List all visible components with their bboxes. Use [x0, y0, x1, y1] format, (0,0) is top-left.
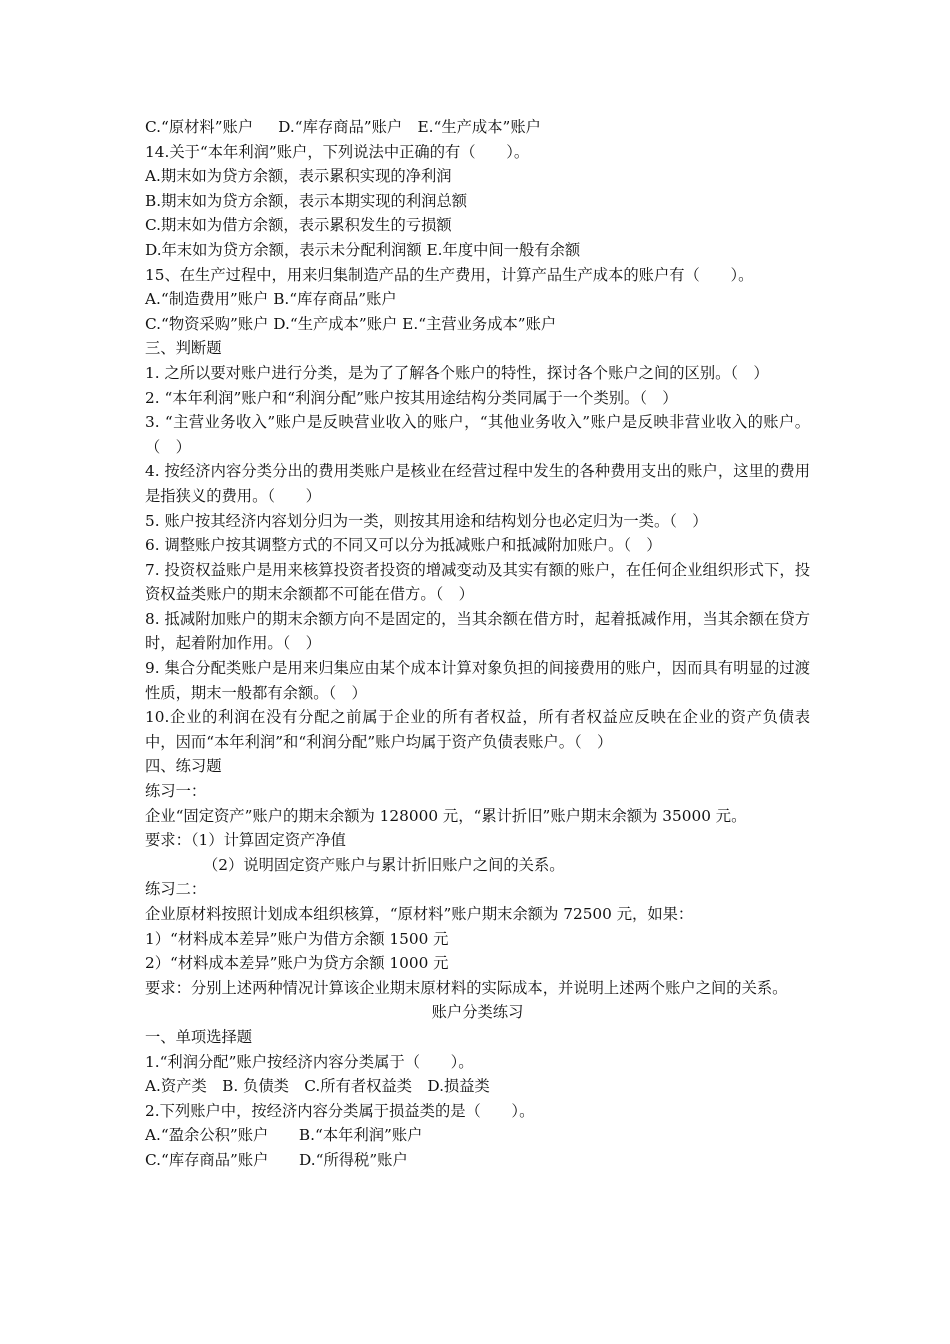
option-line: A.资产类 B. 负债类 C.所有者权益类 D.损益类	[145, 1077, 490, 1096]
exercise-1-text: 企业“固定资产”账户的期末余额为 128000 元，“累计折旧”账户期末余额为 35000 元。	[145, 806, 747, 825]
judgment-item-5: 5. 账户按其经济内容划分归为一类，则按其用途和结构划分也必定归为一类。（ ）	[145, 511, 708, 530]
exercise-1-title: 练习一：	[145, 782, 207, 801]
question-15: 15、在生产过程中，用来归集制造产品的生产费用，计算产品生产成本的账户有（ ）。	[145, 265, 754, 284]
section-heading-judgment: 三、判断题	[145, 339, 222, 358]
section-title: 账户分类练习	[431, 1003, 524, 1022]
exercise-2-case-1: 1）“材料成本差异”账户为借方余额 1500 元	[145, 929, 449, 948]
option-line: C.“库存商品”账户 D.“所得税”账户	[145, 1150, 408, 1169]
option-line: D.年末如为贷方余额，表示未分配利润额 E.年度中间一般有余额	[145, 240, 581, 259]
judgment-item-3: 3. “主营业务收入”账户是反映营业收入的账户，“其他业务收入”账户是反映非营业收入的账户。（ ）	[145, 413, 810, 456]
exercise-2-case-2: 2）“材料成本差异”账户为贷方余额 1000 元	[145, 954, 449, 973]
choice-question-2: 2.下列账户中，按经济内容分类属于损益类的是（ ）。	[145, 1101, 535, 1120]
exercise-2-requirement: 要求：分别上述两种情况计算该企业期末原材料的实际成本，并说明上述两个账户之间的关系。	[145, 978, 788, 997]
exercise-2-title: 练习二：	[145, 880, 207, 899]
judgment-item-4: 4. 按经济内容分类分出的费用类账户是核业在经营过程中发生的各种费用支出的账户，这里的费用是指狭义的费用。（ ）	[145, 462, 810, 505]
judgment-item-7: 7. 投资权益账户是用来核算投资者投资的增减变动及其实有额的账户，在任何企业组织形式下，投资权益类账户的期末余额都不可能在借方。（ ）	[145, 560, 810, 604]
option-line: A.期末如为贷方余额，表示累积实现的净利润	[145, 167, 452, 186]
judgment-item-8: 8. 抵减附加账户的期末余额方向不是固定的，当其余额在借方时，起着抵减作用，当其余额在贷方时，起着附加作用。（ ）	[145, 609, 810, 653]
judgment-item-10: 10.企业的利润在没有分配之前属于企业的所有者权益，所有者权益应反映在企业的资产负债表中，因而“本年利润”和“利润分配”账户均属于资产负债表账户。（ ）	[145, 708, 810, 751]
judgment-item-9: 9. 集合分配类账户是用来归集应由某个成本计算对象负担的间接费用的账户，因而具有明显的过渡性质，期末一般都有余额。（ ）	[145, 659, 810, 702]
option-line: C.“原材料”账户 D.“库存商品”账户 E.“生产成本”账户	[145, 118, 541, 136]
judgment-item-1: 1. 之所以要对账户进行分类，是为了了解各个账户的特性，探讨各个账户之间的区别。（ ）	[145, 363, 769, 382]
section-heading-single-choice: 一、单项选择题	[145, 1027, 253, 1046]
option-line: C.期末如为借方余额，表示累积发生的亏损额	[145, 216, 452, 235]
option-line: A.“制造费用”账户 B.“库存商品”账户	[145, 290, 397, 309]
option-line: B.期末如为贷方余额，表示本期实现的利润总额	[145, 191, 468, 210]
judgment-item-6: 6. 调整账户按其调整方式的不同又可以分为抵减账户和抵减附加账户。（ ）	[145, 536, 662, 555]
document-page	[145, 115, 810, 1173]
judgment-item-2: 2. “本年利润”账户和“利润分配”账户按其用途结构分类同属于一个类别。（ ）	[145, 388, 678, 407]
question-14: 14.关于“本年利润”账户，下列说法中正确的有（ ）。	[145, 142, 530, 161]
option-line: C.“物资采购”账户 D.“生产成本”账户 E.“主营业务成本”账户	[145, 314, 557, 333]
exercise-2-text: 企业原材料按照计划成本组织核算，“原材料”账户期末余额为 72500 元，如果：	[145, 905, 694, 923]
option-line: A.“盈余公积”账户 B.“本年利润”账户	[145, 1126, 423, 1145]
section-heading-exercises: 四、练习题	[145, 757, 222, 776]
choice-question-1: 1.“利润分配”账户按经济内容分类属于（ ）。	[145, 1052, 474, 1071]
exercise-1-requirement-2: （2）说明固定资产账户与累计折旧账户之间的关系。	[203, 855, 565, 874]
exercise-1-requirement: 要求：（1）计算固定资产净值	[145, 831, 346, 850]
